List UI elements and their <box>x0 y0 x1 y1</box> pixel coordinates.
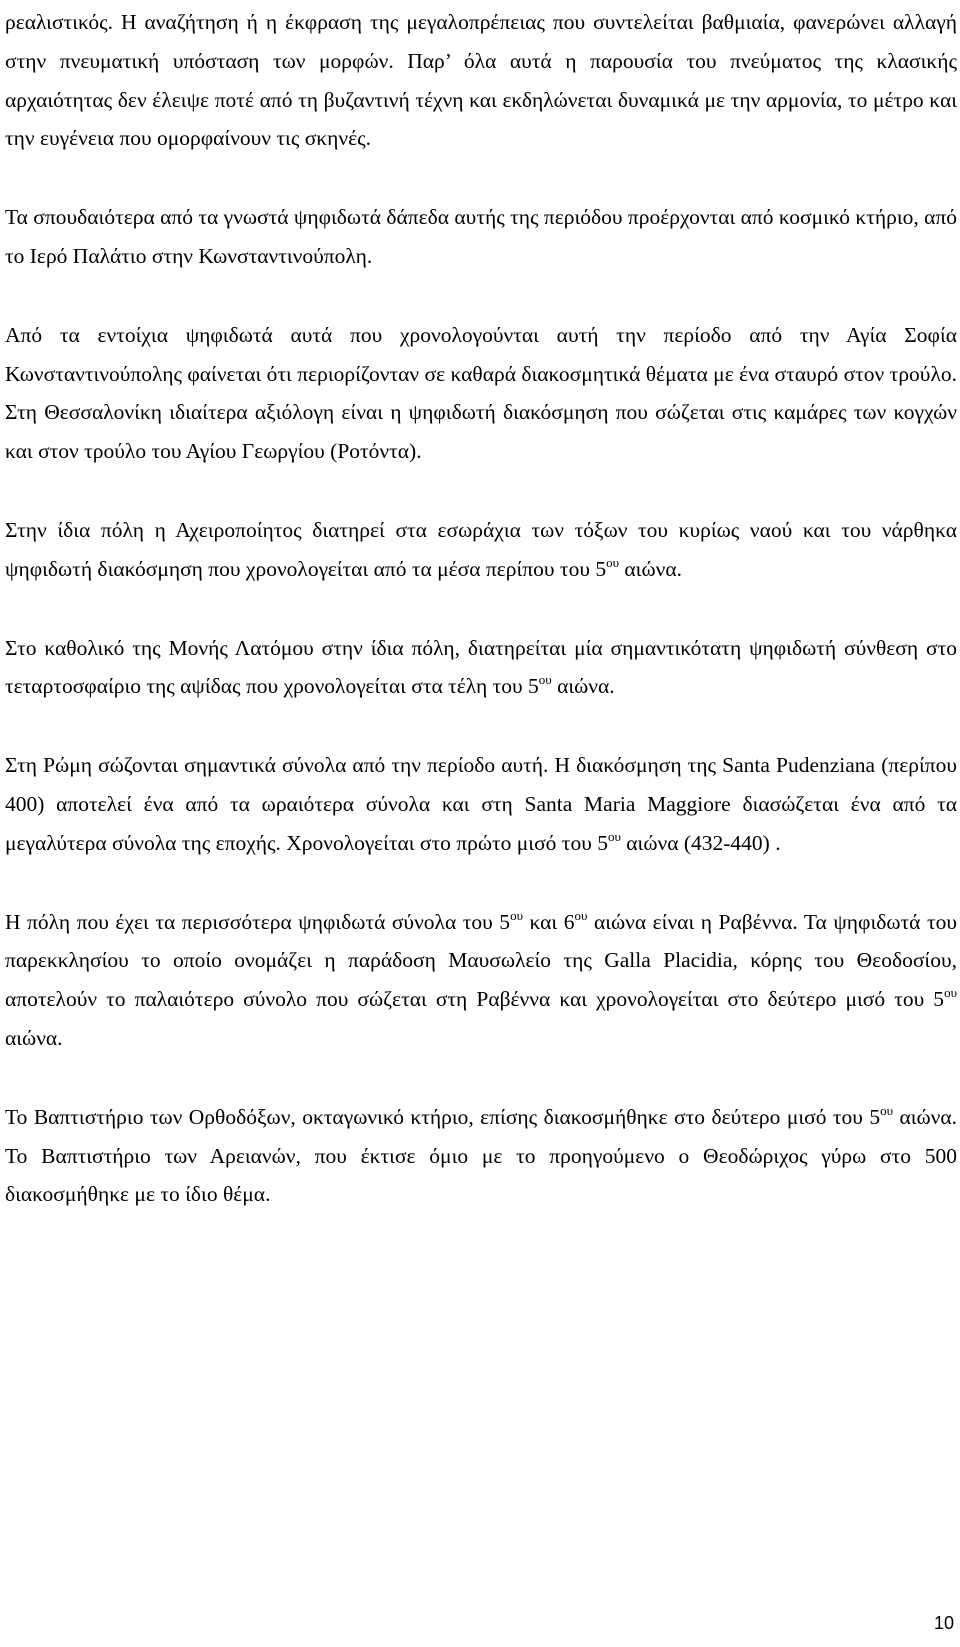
paragraph-text: Από τα εντοίχια ψηφιδωτά αυτά που χρονολογούνται αυτή την περίοδο από την Αγία Σοφία Κωνσταντινούπολης φαίνεται ότι περιορίζονταν σε καθαρά διακοσμητικά θέματα με ένα σταυρό στον τρούλο. Στη Θεσσαλονίκη ιδιαίτερα αξιόλογη είναι η ψηφιδωτή διακόσμηση που σώζεται στις καμάρες των κογχών και στον τρούλο του Αγίου Γεωργίου (Ροτόντα). <box>5 322 957 464</box>
paragraph-text: Το Βαπτιστήριο των Ορθοδόξων, οκταγωνικό κτήριο, επίσης διακοσμήθηκε στο δεύτερο μισό του 5 <box>5 1104 881 1129</box>
superscript: ου <box>510 907 523 923</box>
paragraph-text: ρεαλιστικός. Η αναζήτηση ή η έκφραση της μεγαλοπρέπειας που συντελείται βαθμιαία, φανερώνει αλλαγή στην πνευματική υπόσταση των μορφών. Παρ’ όλα αυτά η παρουσία του πνεύματος της κλασικής αρχαιότητας δεν έλειψε ποτέ από τη βυζαντινή τέχνη και εκδηλώνεται δυναμικά με την αρμονία, το μέτρο και την ευγένεια που ομορφαίνουν τις σκηνές. <box>5 10 957 151</box>
paragraph <box>5 316 957 471</box>
paragraph <box>5 629 957 707</box>
paragraph <box>5 511 957 589</box>
paragraph-text: Στο καθολικό της Μονής Λατόμου στην ίδια πόλη, διατηρείται μία σημαντικότατη ψηφιδωτή σύνθεση στο τεταρτοσφαίριο της αψίδας που χρονολογείται στα τέλη του 5 <box>5 635 957 699</box>
superscript: ου <box>607 828 621 844</box>
paragraph-text: αιώνα. Το Βαπτιστήριο των Αρειανών, που έκτισε όμιο με το προηγούμενο ο Θεοδώριχος γύρω στο 500 διακοσμήθηκε με το ίδιο θέμα. <box>5 1104 958 1207</box>
paragraph <box>5 1098 957 1214</box>
page-number: 10 <box>933 1613 954 1633</box>
superscript: ου <box>574 907 588 923</box>
paragraph <box>5 746 957 862</box>
document-body <box>5 3 957 1254</box>
paragraph-text: Στην ίδια πόλη η Αχειροποίητος διατηρεί στα εσωράχια των τόξων του κυρίως ναού και του νάρθηκα ψηφιδωτή διακόσμηση που χρονολογείται από τα μέσα περίπου του 5 <box>5 517 957 581</box>
superscript: ου <box>538 672 552 688</box>
paragraph-text: και 6 <box>523 909 575 934</box>
superscript: ου <box>880 1102 894 1118</box>
paragraph-text: αιώνα. <box>619 556 682 581</box>
paragraph <box>5 198 957 276</box>
paragraph-text: Τα σπουδαιότερα από τα γνωστά ψηφιδωτά δάπεδα αυτής της περιόδου προέρχονται από κοσμικό κτήριο, από το Ιερό Παλάτιο στην Κωνσταντινούπολη. <box>5 205 957 268</box>
superscript: ου <box>606 554 620 570</box>
paragraph-text: Στη Ρώμη σώζονται σημαντικά σύνολα από την περίοδο αυτή. Η διακόσμηση της Santa Pudenziana (περίπου 400) αποτελεί ένα από τα ωραιότερα σύνολα και στη Santa Maria Maggiore διασώζεται ένα από τα μεγαλύτερα σύνολα της εποχής. Χρονολογείται στο πρώτο μισό του 5 <box>5 753 957 855</box>
paragraph-text: αιώνα (432-440) . <box>620 830 781 855</box>
paragraph <box>5 3 957 158</box>
paragraph-text: αιώνα. <box>5 1025 63 1050</box>
paragraph <box>5 903 957 1058</box>
superscript: ου <box>944 985 957 1001</box>
paragraph-text: αιώνα είναι η Ραβέννα. Τα ψηφιδωτά του παρεκκλησίου το οποίο ονομάζει η παράδοση Μαυσωλείο της Galla Placidia, κόρης του Θεοδοσίου, αποτελούν το παλαιότερο σύνολο που σώζεται στη Ραβέννα και χρονολογείται στο δεύτερο μισό του 5 <box>5 909 957 1012</box>
paragraph-text: Η πόλη που έχει τα περισσότερα ψηφιδωτά σύνολα του 5 <box>5 909 511 934</box>
paragraph-text: αιώνα. <box>551 674 615 699</box>
